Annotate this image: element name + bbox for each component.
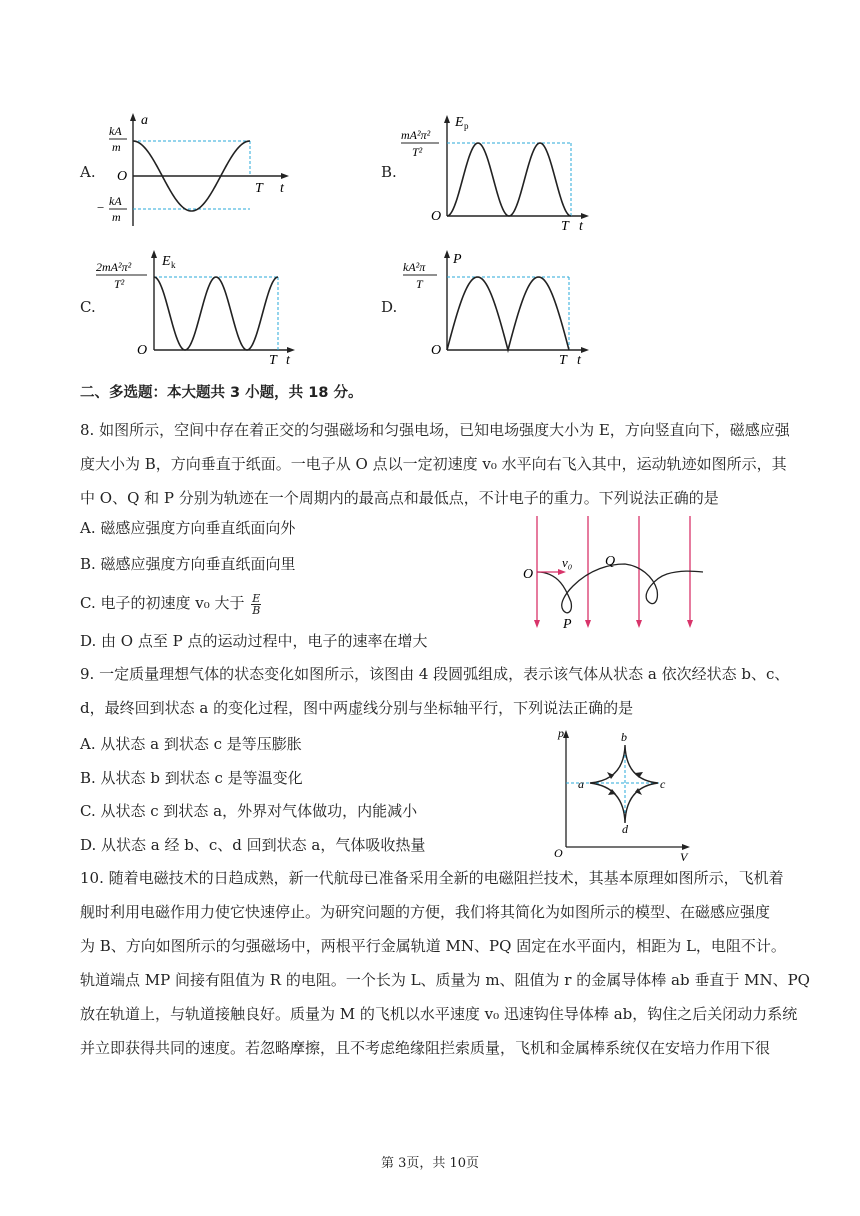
q8-option-d: D. 由 O 点至 P 点的运动过程中，电子的速率在增大 (80, 632, 428, 650)
q10-line6: 并立即获得共同的速度。若忽略摩擦，且不考虑绝缘阻拦索质量，飞机和金属棒系统仅在安培力作用下很 (80, 1039, 771, 1057)
state-b-label: b (621, 730, 627, 744)
point-p-label: P (563, 617, 572, 632)
state-d-label: d (622, 822, 628, 836)
q10-line1: 10. 随着电磁技术的日趋成熟，新一代航母已准备采用全新的电磁阻拦技术，其基本原理如图所示，飞机着 (80, 869, 784, 887)
x-axis-label: t (577, 353, 581, 365)
q8-figure-trajectory (515, 514, 720, 634)
y-axis-label: P (453, 252, 462, 267)
max-numerator: 2mA²π² (96, 260, 132, 274)
q9-option-d: D. 从状态 a 经 b、c、d 回到状态 a，气体吸收热量 (80, 836, 426, 854)
y-axis-label: E (455, 115, 464, 130)
max-numerator: kA²π (403, 260, 426, 274)
fraction-e-over-b (251, 593, 261, 616)
fraction-numerator: E (252, 591, 261, 605)
q10-line4: 轨道端点 MP 间接有阻值为 R 的电阻。一个长为 L、质量为 m、阻值为 r 的金属导体棒 ab 垂直于 MN、PQ (80, 971, 810, 989)
q8-stem-line3: 中 O、Q 和 P 分别为轨迹在一个周期内的最高点和最低点，不计电子的重力。下列说法正确的是 (80, 489, 719, 507)
origin-label: O (137, 343, 148, 358)
graph-a-acceleration (95, 110, 295, 230)
v0-label: v₀ (562, 555, 573, 570)
q9-option-a: A. 从状态 a 到状态 c 是等压膨胀 (80, 735, 302, 753)
period-label: T (255, 181, 263, 196)
y-axis-subscript: k (171, 260, 176, 270)
top-denominator: m (112, 140, 121, 154)
p-axis-label: p (558, 726, 564, 740)
option-d-label: D. (381, 298, 398, 316)
graph-d-power (395, 245, 595, 365)
q8-option-c-text: C. 电子的初速度 v₀ 大于 (80, 594, 245, 612)
q8-option-a: A. 磁感应强度方向垂直纸面向外 (80, 519, 296, 537)
option-a-label: A. (80, 163, 96, 181)
period-label: T (269, 353, 277, 365)
state-a-label: a (578, 777, 584, 791)
max-denominator: T (416, 277, 423, 291)
period-label: T (561, 219, 569, 230)
q9-option-c: C. 从状态 c 到状态 a，外界对气体做功，内能减小 (80, 802, 418, 820)
origin-label: O (554, 846, 563, 860)
y-axis-subscript: p (464, 121, 469, 131)
max-numerator: mA²π² (401, 128, 431, 142)
x-axis-label: t (579, 219, 583, 230)
max-denominator: T² (114, 277, 125, 291)
option-c-label: C. (80, 298, 96, 316)
bottom-denominator: m (112, 210, 121, 224)
q8-option-b: B. 磁感应强度方向垂直纸面向里 (80, 555, 296, 573)
y-axis-label: a (141, 113, 148, 128)
q10-line3: 为 B、方向如图所示的匀强磁场中，两根平行金属轨道 MN、PQ 固定在水平面内，相距为 L，电阻不计。 (80, 937, 786, 955)
x-axis-label: t (286, 353, 290, 365)
q10-line5: 放在轨道上，与轨道接触良好。质量为 M 的飞机以水平速度 v₀ 迅速钩住导体棒 ab，钩住之后关闭动力系统 (80, 1005, 798, 1023)
point-o-label: O (523, 567, 534, 582)
q10-line2: 舰时利用电磁作用力使它快速停止。为研究问题的方便，我们将其简化为如图所示的模型、在磁感应强度 (80, 903, 771, 921)
x-axis-label: t (280, 181, 284, 196)
q8-stem-line1: 8. 如图所示，空间中存在着正交的匀强磁场和匀强电场，已知电场强度大小为 E，方向竖直向下，磁感应强 (80, 421, 790, 439)
origin-label: O (431, 209, 442, 224)
option-b-label: B. (381, 163, 397, 181)
page-footer: 第 3页，共 10页 (380, 1156, 480, 1171)
q9-figure-pv-diagram (550, 725, 700, 865)
q8-option-c (80, 592, 261, 616)
v-axis-label: V (680, 850, 688, 864)
q9-stem-line2: d，最终回到状态 a 的变化过程，图中两虚线分别与坐标轴平行，下列说法正确的是 (80, 699, 634, 717)
fraction-denominator: B (252, 603, 261, 617)
minus-sign: − (97, 200, 105, 215)
q9-stem-line1: 9. 一定质量理想气体的状态变化如图所示，该图由 4 段圆弧组成，表示该气体从状态 a 依次经状态 b、c、 (80, 665, 790, 683)
section-heading: 二、多选题：本大题共 3 小题，共 18 分。 (80, 385, 363, 401)
bottom-numerator: kA (109, 194, 122, 208)
q8-stem-line2: 度大小为 B，方向垂直于纸面。一电子从 O 点以一定初速度 v₀ 水平向右飞入其中，运动轨迹如图所示，其 (80, 455, 787, 473)
point-q-label: Q (605, 554, 616, 569)
max-denominator: T² (412, 145, 423, 159)
origin-label: O (117, 169, 128, 184)
graph-c-kinetic-energy (95, 245, 305, 365)
q9-option-b: B. 从状态 b 到状态 c 是等温变化 (80, 769, 303, 787)
origin-label: O (431, 343, 442, 358)
y-axis-label: E (162, 254, 171, 269)
state-c-label: c (660, 777, 666, 791)
graph-b-potential-energy (395, 110, 595, 230)
top-numerator: kA (109, 124, 122, 138)
period-label: T (559, 353, 567, 365)
